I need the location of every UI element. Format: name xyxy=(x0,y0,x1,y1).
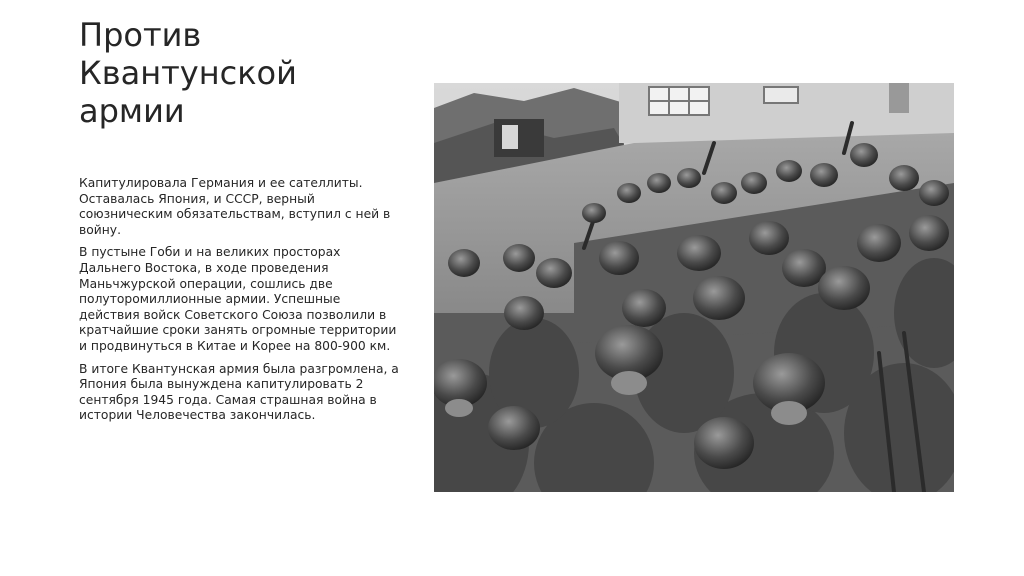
slide-body xyxy=(79,176,401,431)
paragraph-3: В итоге Квантунская армия была разгромлена, а Япония была вынуждена капитулировать 2 сентября 1945 года. Самая страшная война в истории Человечества закончилась. xyxy=(79,361,399,423)
soldiers-photo-illustration xyxy=(434,83,954,492)
paragraph-1: Капитулировала Германия и ее сателлиты. Оставалась Япония, и СССР, верный союзническим обязательствам, вступил с ней в войну. xyxy=(79,176,391,237)
soldiers-photo xyxy=(434,83,954,492)
paragraph-2: В пустыне Гоби и на великих просторах Дальнего Востока, в ходе проведения Маньчжурской операции, сошлись две полуторомиллионные армии. Успешные действия войск Советского Союза позволили в кратчайшие сроки занять огромные территории и продвинуться в Китае и Корее на 800-900 км. xyxy=(79,245,397,353)
slide-title: Против Квантунской армии xyxy=(79,16,297,130)
